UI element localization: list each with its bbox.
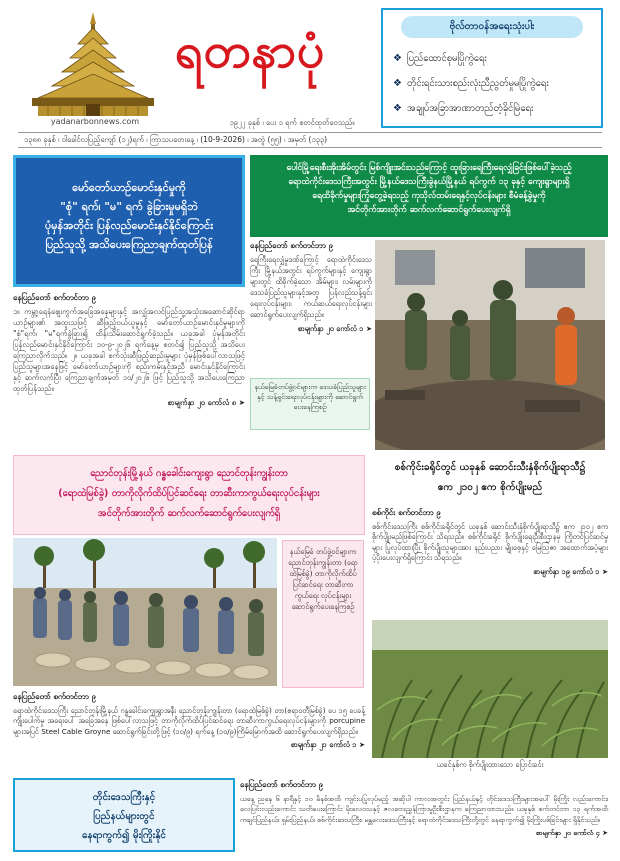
site-url[interactable]: yadanarbonnews.com bbox=[50, 117, 140, 126]
objective-item bbox=[393, 75, 598, 93]
flood-cleanup-photo[interactable] bbox=[375, 240, 605, 450]
article-byline: နေပြည်တော် စက်တင်ဘာ ၉ bbox=[13, 692, 97, 701]
vehicle-announcement-article bbox=[13, 292, 245, 432]
winter-crop-headline[interactable] bbox=[372, 458, 608, 504]
masthead-title: ရတနာပုံ bbox=[175, 23, 326, 79]
headline-line: "စုံ" ရက်၊ "မ" ရက် ခွဲခြားမှုမရှိဘဲ bbox=[60, 200, 198, 213]
objective-item bbox=[393, 100, 598, 118]
objectives-box bbox=[381, 8, 603, 128]
objective-item bbox=[393, 50, 598, 68]
lightning-warning-headline[interactable] bbox=[13, 778, 235, 852]
article-byline: စစ်ကိုင်း စက်တင်ဘာ ၉ bbox=[372, 508, 441, 517]
headline-line: တိုင်းဒေသကြီးနှင့် bbox=[92, 792, 156, 803]
article-byline: နေပြည်တော် စက်တင်ဘာ ၉ bbox=[250, 241, 334, 250]
headline-line: အင်တိုက်အားတိုက် ဆက်လက်ဆောင်ရွက်ပေးလျက်ရှိ bbox=[347, 205, 511, 215]
palace-spire-icon bbox=[18, 10, 168, 120]
headline-line: အင်တိုက်အားတိုက် ဆက်လက်ဆောင်ရွက်ပေးလျက်ရှိ bbox=[97, 508, 281, 519]
headline-line: ပြည်နယ်များတွင် bbox=[93, 811, 155, 822]
headline-line: နေရာကွက်၍ မိုးကြိုးနိုင် bbox=[82, 830, 166, 841]
article-body: ၁။ ကမ္ဘာ့ရေနံဈေးကွက်အခြေအနေများနှင့် အလျှံအလင်ပြည်သူ့အသုံးအဆောင်ဆိုင်ရာ ယာဉ်များ၏ အထူးသဖြင့် ဆီဖြည့်ဝယ်ယူမှုနှင့် မော်တော်ယာဉ်မောင်းနှင်မှုများကို "စုံ"ရက်၊ "မ"ရက်ခွဲခြား၍ ထိန်းသိမ်းဆောင်ရွက်ခဲ့သည်။ ယခုအခါ ပုံမှန်အတိုင်း ပြန်လည်မောင်းနှင်နိုင်ကြောင်း ၁၀-၉-၂၀၂၆ ရက်နေ့မှ စတင်၍ ပြည်သူသို့ အသိပေးကြေညာလိုက်သည်။ ၂။ ယခုအခါ စက်သုံးဆီဖြည့်ဆည်းမှုများ ပုံမှန်ဖြစ်ပေါ်လာသဖြင့် ပြည်သူများအနေဖြင့် မော်တော်ယာဉ်များကို စည်းကမ်းနှင့်အညီ မောင်းနှင်နိုင်ကြောင်း နှင့် ဆက်လက်ပြီး ကြေညာချက်အမှတ် ၁၀/၂၀၂၆ ဖြင့် ပြည်သူသို့ အသိပေးကြေညာထုတ်ပြန်သည်။ bbox=[13, 307, 245, 393]
diamond-bullet-icon: ❖ bbox=[393, 53, 402, 64]
issue-info-strip: ၁၃၈၈ ခုနှစ် ၊ ဝါခေါင်လပြည့်ကျော် (၁၂)ရက် ၊ ကြာသပတေးနေ့ ၊ (10-9-2026) ၊ အတွဲ (၅၅) ၊ အမှတ် (၁၃၃) bbox=[18, 132, 602, 148]
headline-line: ပုံမှန်အတိုင်း ပြန်လည်မောင်းနှင်နိုင်ကြောင်း bbox=[44, 219, 213, 232]
headline-line: မော်တော်ယာဉ်မောင်းနှင်မှုကို bbox=[72, 181, 186, 194]
headline-line: ညောင်တုန်းမြို့နယ် ဂန္ဓခေါင်းကျေးရွာ ညောင်တုန်းကျွန်းတာ bbox=[90, 468, 288, 479]
headline-line: ပြည်သူသို့ အသိပေးကြေညာချက်ထုတ်ပြန် bbox=[45, 238, 213, 251]
vehicle-announcement-headline[interactable] bbox=[13, 155, 245, 287]
embankment-photo-caption: နယ်မြေခံ တပ်ဖွဲ့ဝင်များက ညောင်တုန်းကျွန်းတာ (ရောထဲမြစ်ခွဲ) တာကိုလိုက်ထိပ် ပြင်ဆင်ရေး တာဆီးကာကွယ်ရေး လုပ်ငန်းများ ဆောင်ရွက်ပေးနေကြစဉ် bbox=[282, 540, 364, 688]
corn-field-photo[interactable] bbox=[372, 620, 608, 758]
article-byline: နေပြည်တော် စက်တင်ဘာ ၉ bbox=[13, 293, 97, 302]
embankment-repair-article bbox=[13, 692, 365, 774]
corn-field-caption: ယခင်နှစ်က စိုက်ပျိုးထားသော ပြောင်းခင်း bbox=[436, 760, 544, 769]
article-body: စစ်ကိုင်းဒေသကြီး စစ်ကိုင်းခရိုင်တွင် ယခုနှစ် ဆောင်းသီးနှံစိုက်ပျိုးရာသီ၌ ဧက ၂၁၀၂ ဧက စိုက်ပျိုးမည်ဖြစ်ကြောင်း သိရသည်။ စစ်ကိုင်းခရိုင် စိုက်ပျိုးရေးဦးစီးဌာနမှ ကြိုတင်ပြင်ဆင်မှုများ ပြုလုပ်ထားပြီး စိုက်ပျိုးသူများအား နည်းပညာ၊ မျိုးစေ့နှင့် မြေဩဇာ အထောက်အပံ့များ ပံ့ပိုးပေးလျက်ရှိကြောင်း သိရသည်။ bbox=[372, 521, 608, 562]
article-body: ယနေ့ ညနေ ၆ နာရီနှင့် ၁၀ မိနစ်အထိ ကျင်းပပြုလုပ်မည့် အဆိုပါ ကာလအတွင်း ပြည်နယ်နှင့် တိုင်းဒေသကြီးများအပေါ် မိုးကြိုး လည်းကောင်း၊ လေပြင်းလည်းကောင်း သတိပေးကြောင်း မိုးလေဝသနှင့် ဇလဗေဒညွှန်ကြားမှုဦးစီးဌာနက ကြေညာထားသည်။ ယခုနှစ် စက်တင်ဘာ ၁၃ ရက်အထိ ကချင်ပြည်နယ်၊ ရှမ်းပြည်နယ်၊ စစ်ကိုင်းဒေသကြီး၊ မန္တလေးဒေသကြီးနှင့် ရောထဲကိုင်းဒေသကြီးတို့တွင် နေရာကွက်၍ မိုးကြိုးပစ်ခြင်းများ ရှိနိုင်သည်။ bbox=[240, 794, 608, 824]
headline-line: စစ်ကိုင်းခရိုင်တွင် ယခုနှစ် ဆောင်းသီးနှံစိုက်ပျိုးရာသီ၌ bbox=[394, 462, 586, 473]
headline-line: ဧက ၂၁၀၂ ဧက စိုက်ပျိုးမည် bbox=[437, 482, 543, 493]
flood-cleanup-image bbox=[375, 240, 605, 450]
founding-date: ၁၉၂၂ ခုနှစ် ၊ ပေး ၁ ရက် စတင်ထုတ်ဝေသည်။ bbox=[229, 118, 355, 127]
article-body: ရောထဲကိုင်းဒေသကြီး ညောင်တုန်းမြို့နယ် ဂန္ဓခေါင်းကျေးရွာအနီး ညောင်တုန်းကျွန်းတာ (ရောထဲမြစ်ခွဲ) တာ(ဧရာဝတီမြစ်ခွဲ) ပေ ၁၅ ပေခန့် ကျိုးပေါက်မှု အရေးပေါ် အခြေအနေ ဖြစ်ပေါ်လာသဖြင့် တာကိုလိုက်ထိပ်ပြင်ဆင်ရေး တာဆီးကာကွယ်ရေးလုပ်ငန်းများကို porcupine များအပြင် Steel Cable Groyne ဆောင်ရွက်ခြင်းတို့ဖြင့် (၁၀/၉) ရက်နေ့ (၁၀/၉)ကြိမ်မြောက်အထိ ဆောင်ရွက်ပေးလျက်ရှိသည်။ bbox=[13, 705, 365, 736]
continued-link[interactable]: စာမျက်နှာ ၁၉ ကော်လံ ၁ ➤ bbox=[533, 566, 608, 576]
diamond-bullet-icon: ❖ bbox=[393, 103, 402, 114]
objective-text: ပြည်ထောင်စုမပြိုကွဲရေး bbox=[407, 53, 487, 64]
headline-line: ရေထိခိုက်မှုများကြုံတွေ့ခဲ့ရသည့် ကုသိုလ်ထမ်းရေနှင့်လုပ်ငန်းများ စီမံခန့်ခွဲမှုကို bbox=[312, 191, 546, 201]
objective-text: အချုပ်အခြာအာဏာတည်တံ့ခိုင်မြဲရေး bbox=[407, 103, 534, 114]
flood-relief-headline[interactable] bbox=[250, 155, 608, 237]
lightning-warning-article bbox=[240, 780, 608, 854]
flood-relief-subcaption: နယ်မြေခံတပ်ဖွဲ့ဝင်များက ဒေသခံပြည်သူများနှင့် သန့်ရှင်းရေးလုပ်ငန်းများကို ဆောင်ရွက်ပေးနေကြစဉ် bbox=[250, 378, 370, 430]
continued-link[interactable]: စာမျက်နှာ ၂၀ ကော်လံ ၁ ➤ bbox=[297, 324, 372, 333]
continued-link[interactable]: စာမျက်နှာ ၂၀ ကော်လံ ၈ ➤ bbox=[167, 398, 245, 407]
embankment-work-photo[interactable] bbox=[13, 538, 277, 686]
embankment-work-image bbox=[13, 538, 277, 686]
winter-crop-article bbox=[372, 508, 608, 618]
embankment-repair-headline[interactable] bbox=[13, 455, 365, 535]
article-body: ရေကြီးရေလျှံမှုဒဏ်ကြောင့် ရောထဲကိုင်းဒေသကြီး မြို့နယ်အတွင်း ရပ်ကွက်များနှင့် ကျေးရွာများတွင် ထိခိုက်ခဲ့သော အိမ်များ၊ လမ်းများကို ဒေသခံပြည်သူများနှင့်အတူ ပြန်လည်သန့်ရှင်းရေးလုပ်ငန်းများ၊ ကယ်ဆယ်ရေးလုပ်ငန်းများ ဆောင်ရွက်ပေးလျက်ရှိသည်။ bbox=[250, 255, 372, 319]
diamond-bullet-icon: ❖ bbox=[393, 78, 402, 89]
headline-line: ရောထဲကိုင်းဒေသကြီးအတွင်း မြို့နယ်ဒေသကြီးခွဲနယ်မြို့နယ် ရပ်ကွက် ၁၃ ခုနှင့် ကျေးရွာများရှိ bbox=[288, 177, 570, 187]
continued-link[interactable]: စာမျက်နှာ ၂၁ ကော်လံ ၁ ➤ bbox=[290, 740, 365, 749]
objectives-title: ဗိုလ်တာဝန်အရေးသုံးပါး bbox=[401, 16, 583, 38]
corn-field-image bbox=[372, 620, 608, 758]
objective-text: တိုင်းရင်းသားစည်းလုံးညီညွတ်မှုမပြိုကွဲရေး bbox=[407, 78, 549, 89]
masthead-logo bbox=[18, 10, 168, 120]
headline-line: ပေါင်မြို့ရေးစီးအိုးအိမ်တွင်း မြစ်ကျိုးအင်းသည်ကြောင့် ထူးခြားရေကြီးရေလျှံခြင်းဖြစ်ပေါ်ခဲ့သည့် bbox=[286, 163, 572, 173]
article-byline: နေပြည်တော် စက်တင်ဘာ ၉ bbox=[240, 780, 324, 789]
continued-link[interactable]: စာမျက်နှာ ၂၀ ကော်လံ ၄ ➤ bbox=[535, 829, 608, 837]
headline-line: (ရောထဲမြစ်ခွဲ) တာကိုလိုက်ထိပ်ပြင်ဆင်ရေး တာဆီးကာကွယ်ရေးလုပ်ငန်းများ bbox=[58, 488, 320, 499]
